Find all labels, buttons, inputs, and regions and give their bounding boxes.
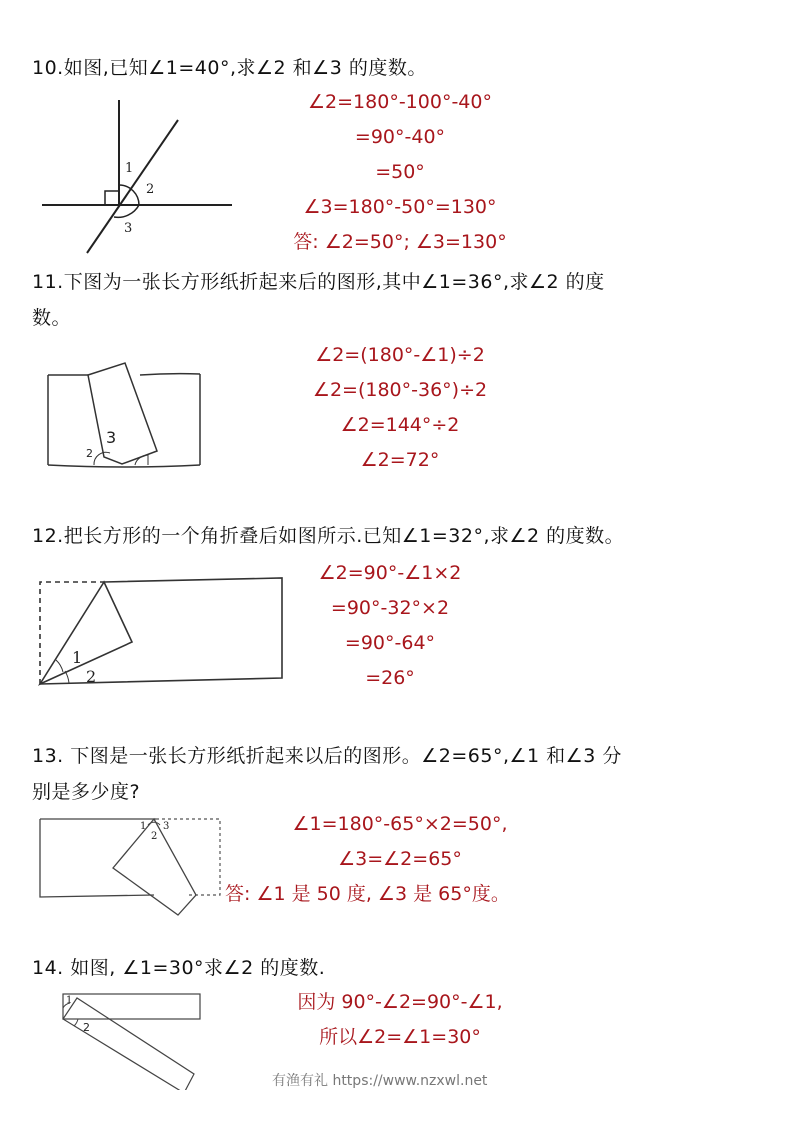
solution-line: ∠3=180°-50°=130° xyxy=(303,196,497,218)
question-13-line1: 13. 下图是一张长方形纸折起来以后的图形。∠2=65°,∠1 和∠3 分 xyxy=(32,745,622,767)
answer-line: 答: ∠2=50°; ∠3=130° xyxy=(293,231,507,253)
figure-10-angles-diagram xyxy=(40,95,240,255)
label-angle-2: 2 xyxy=(83,1021,90,1034)
label-angle-1: 1 xyxy=(140,821,147,832)
label-angle-2: 2 xyxy=(86,447,93,460)
question-11 xyxy=(32,264,772,336)
label-angle-1: 1 xyxy=(66,995,73,1006)
solution-line: ∠3=∠2=65° xyxy=(338,848,462,870)
label-angle-3: 3 xyxy=(124,221,133,236)
label-angle-2: 2 xyxy=(151,831,158,842)
question-12: 12.把长方形的一个角折叠后如图所示.已知∠1=32°,求∠2 的度数。 xyxy=(32,525,625,547)
solution-line: ∠1=180°-65°×2=50°, xyxy=(292,813,508,835)
solution-14 xyxy=(275,985,525,1055)
figure-14-folded-strip xyxy=(56,990,206,1090)
question-13 xyxy=(32,738,772,810)
solution-line: ∠2=(180°-∠1)÷2 xyxy=(315,344,485,366)
label-angle-3: 3 xyxy=(106,428,117,447)
figure-11-folded-paper xyxy=(40,355,220,475)
solution-line: ∠2=72° xyxy=(360,449,440,471)
figure-12-folded-corner xyxy=(36,566,286,691)
question-10: 10.如图,已知∠1=40°,求∠2 和∠3 的度数。 xyxy=(32,57,427,79)
question-11-line1: 11.下图为一张长方形纸折起来后的图形,其中∠1=36°,求∠2 的度 xyxy=(32,271,605,293)
solution-12 xyxy=(300,556,480,696)
solution-line: =90°-40° xyxy=(354,126,446,148)
solution-line: ∠2=90°-∠1×2 xyxy=(318,562,462,584)
label-angle-1: 1 xyxy=(72,648,83,667)
figure-13-folded-paper xyxy=(36,815,231,920)
solution-line: =90°-32°×2 xyxy=(330,597,450,619)
question-14: 14. 如图, ∠1=30°求∠2 的度数. xyxy=(32,957,326,979)
question-13-line2: 别是多少度? xyxy=(32,781,141,803)
label-angle-3: 3 xyxy=(163,821,170,832)
solution-line: 因为 90°-∠2=90°-∠1, xyxy=(297,991,503,1013)
watermark: 有渔有礼 https://www.nzxwl.net xyxy=(272,1073,488,1089)
solution-line: ∠2=180°-100°-40° xyxy=(308,91,492,113)
answer-line: 答: ∠1 是 50 度, ∠3 是 65°度。 xyxy=(225,883,510,905)
solution-line: ∠2=(180°-36°)÷2 xyxy=(312,379,488,401)
solution-10 xyxy=(285,85,515,260)
label-angle-2: 2 xyxy=(86,667,97,686)
solution-line: 所以∠2=∠1=30° xyxy=(319,1026,481,1048)
solution-line: =26° xyxy=(365,667,415,689)
solution-line: =50° xyxy=(375,161,425,183)
solution-11 xyxy=(290,338,510,478)
question-11-line2: 数。 xyxy=(32,307,72,329)
label-angle-1: 1 xyxy=(125,161,134,176)
solution-line: ∠2=144°÷2 xyxy=(340,414,460,436)
solution-13 xyxy=(225,807,575,912)
label-angle-2: 2 xyxy=(146,182,155,197)
solution-line: =90°-64° xyxy=(344,632,436,654)
